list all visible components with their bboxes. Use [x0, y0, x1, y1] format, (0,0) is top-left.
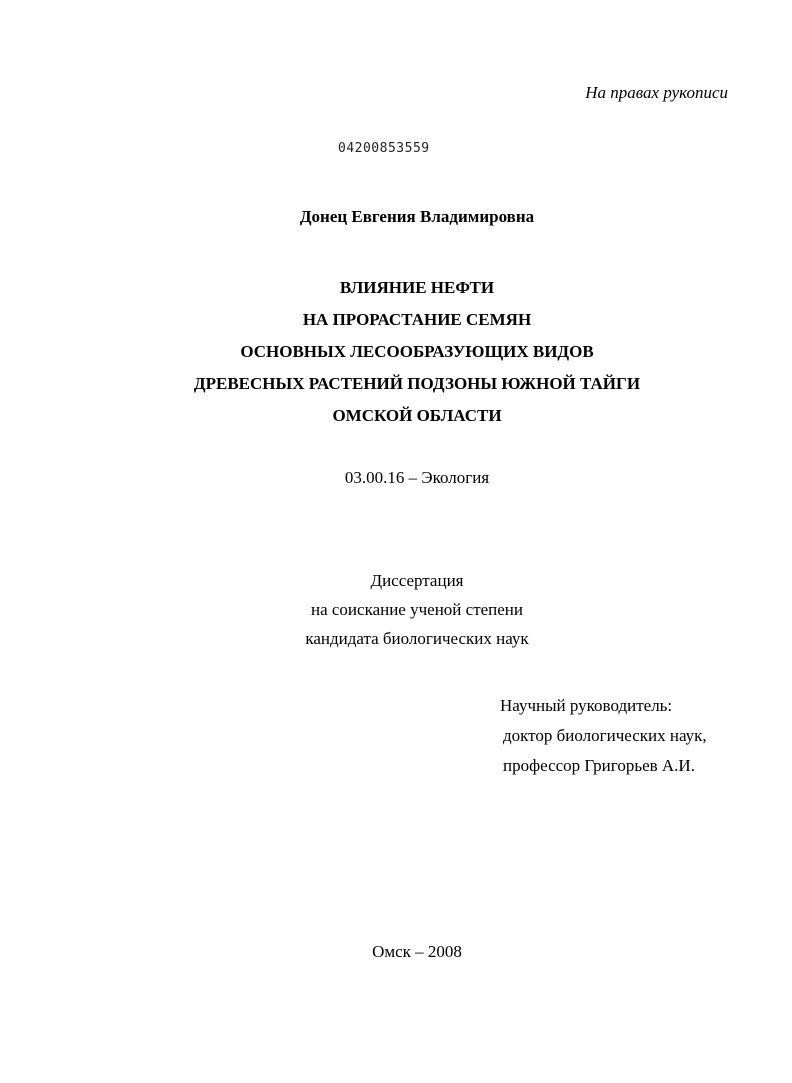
- degree-line-3: кандидата биологических наук: [305, 629, 529, 648]
- degree-line-2: на соискание ученой степени: [310, 600, 524, 619]
- specialty-code: 03.00.16 – Экология: [344, 468, 490, 487]
- degree-statement: [0, 566, 792, 653]
- author-name: Донец Евгения Владимировна: [299, 207, 535, 226]
- supervisor-block: [500, 691, 707, 781]
- supervisor-label: Научный руководитель:: [500, 696, 673, 715]
- title-line-1: ВЛИЯНИЕ НЕФТИ: [339, 278, 495, 297]
- rights-notice: На правах рукописи: [585, 83, 728, 102]
- city-year: Омск – 2008: [372, 942, 462, 961]
- title-line-2: НА ПРОРАСТАНИЕ СЕМЯН: [302, 310, 532, 329]
- title-line-3: ОСНОВНЫХ ЛЕСООБРАЗУЮЩИХ ВИДОВ: [240, 342, 594, 361]
- supervisor-degree: доктор биологических наук,: [503, 726, 707, 745]
- supervisor-name: профессор Григорьев А.И.: [503, 756, 695, 775]
- title-line-4: ДРЕВЕСНЫХ РАСТЕНИЙ ПОДЗОНЫ ЮЖНОЙ ТАЙГИ: [193, 374, 641, 393]
- library-code-stamp: 04200853559: [338, 141, 430, 156]
- dissertation-title: [0, 272, 792, 432]
- degree-line-1: Диссертация: [370, 571, 464, 590]
- title-line-5: ОМСКОЙ ОБЛАСТИ: [332, 406, 502, 425]
